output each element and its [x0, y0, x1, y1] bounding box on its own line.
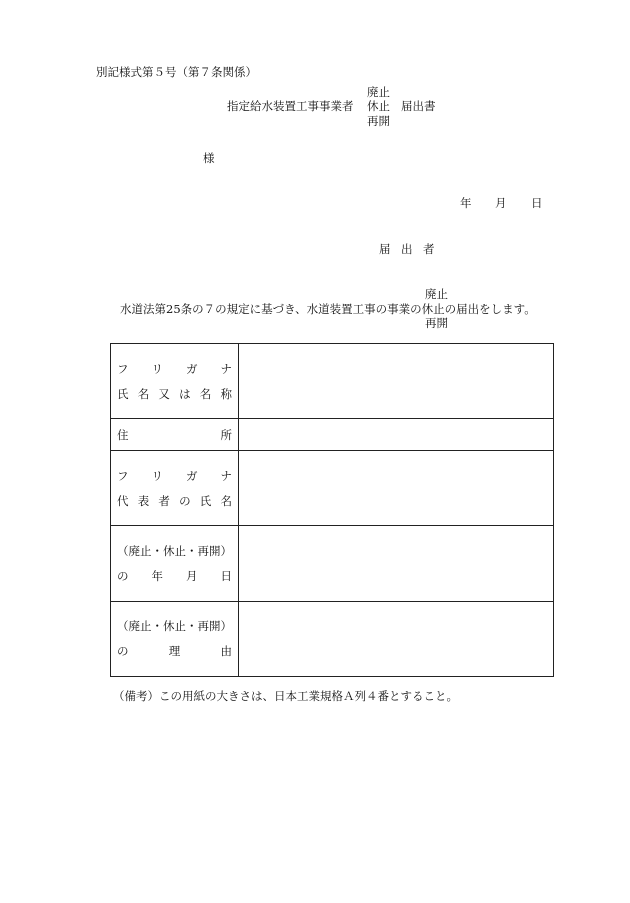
- label-date: [117, 567, 232, 584]
- title-option-resume: 再開: [367, 114, 390, 128]
- label-char: の: [179, 493, 191, 508]
- label-furigana: [117, 467, 232, 484]
- label-representative-name: [117, 492, 232, 509]
- label-char: 又: [158, 386, 170, 401]
- label-char: ガ: [186, 361, 198, 376]
- label-cell-representative: [111, 450, 239, 525]
- label-char: フ: [117, 468, 129, 483]
- label-date-options: （廃止・休止・再開）: [117, 543, 232, 558]
- date-year: 年: [460, 196, 472, 210]
- table-row-date: [111, 526, 554, 601]
- label-char: 年: [151, 568, 163, 583]
- label-char: の: [117, 644, 129, 659]
- label-char: フ: [117, 361, 129, 376]
- title-option-suspend: 休止: [367, 99, 390, 113]
- label-char: 名: [220, 493, 232, 508]
- notifier-char: 者: [423, 242, 435, 256]
- table-row-address: [111, 419, 554, 451]
- notifier-char: 届: [379, 242, 391, 256]
- value-field-reason[interactable]: [239, 601, 554, 676]
- label-char: リ: [151, 468, 163, 483]
- title-suffix: 届出書: [401, 99, 436, 113]
- label-char: 住: [117, 427, 129, 442]
- label-cell-date: [111, 526, 239, 601]
- date-month: 月: [495, 196, 507, 210]
- addressee-honorific: 様: [203, 151, 215, 165]
- title-main: 指定給水装置工事事業者: [227, 99, 354, 113]
- label-char: ナ: [220, 361, 232, 376]
- label-char: 理: [168, 644, 181, 659]
- form-table: [110, 343, 554, 677]
- table-row-reason: [111, 601, 554, 676]
- label-char: 日: [220, 568, 232, 583]
- note-text: （備考）この用紙の大きさは、日本工業規格Ａ列４番とすること。: [113, 689, 458, 703]
- label-address: [117, 426, 232, 443]
- statement-option-abolish: 廃止: [425, 287, 448, 301]
- label-char: 称: [220, 386, 232, 401]
- value-field-representative[interactable]: [239, 450, 554, 525]
- label-char: は: [179, 386, 191, 401]
- label-char: 者: [158, 493, 170, 508]
- label-char: 氏: [199, 493, 212, 508]
- label-char: 表: [137, 493, 150, 508]
- label-char: リ: [151, 361, 163, 376]
- label-char: の: [117, 568, 129, 583]
- title-option-abolish: 廃止: [367, 85, 390, 99]
- table-row-name: [111, 344, 554, 419]
- label-furigana: [117, 360, 232, 377]
- label-char: ナ: [220, 468, 232, 483]
- label-name-or-title: [117, 385, 232, 402]
- label-char: 所: [220, 427, 232, 442]
- label-cell-name: [111, 344, 239, 419]
- form-number: 別記様式第５号（第７条関係）: [96, 65, 257, 79]
- label-reason: [117, 643, 232, 660]
- label-char: 名: [199, 386, 212, 401]
- label-char: ガ: [186, 468, 198, 483]
- table-row-representative: [111, 450, 554, 525]
- label-char: 代: [117, 493, 129, 508]
- label-char: 由: [220, 644, 232, 659]
- label-cell-reason: [111, 601, 239, 676]
- label-cell-address: [111, 419, 239, 451]
- label-reason-options: （廃止・休止・再開）: [117, 619, 232, 634]
- label-char: 氏: [117, 386, 129, 401]
- value-field-address[interactable]: [239, 419, 554, 451]
- statement-text: 水道法第25条の７の規定に基づき、水道装置工事の事業の休止の届出をします。: [120, 302, 536, 316]
- label-char: 月: [186, 568, 198, 583]
- value-field-date[interactable]: [239, 526, 554, 601]
- statement-option-resume: 再開: [425, 316, 448, 330]
- label-char: 名: [137, 386, 150, 401]
- value-field-name[interactable]: [239, 344, 554, 419]
- date-day: 日: [531, 196, 543, 210]
- notifier-char: 出: [401, 242, 413, 256]
